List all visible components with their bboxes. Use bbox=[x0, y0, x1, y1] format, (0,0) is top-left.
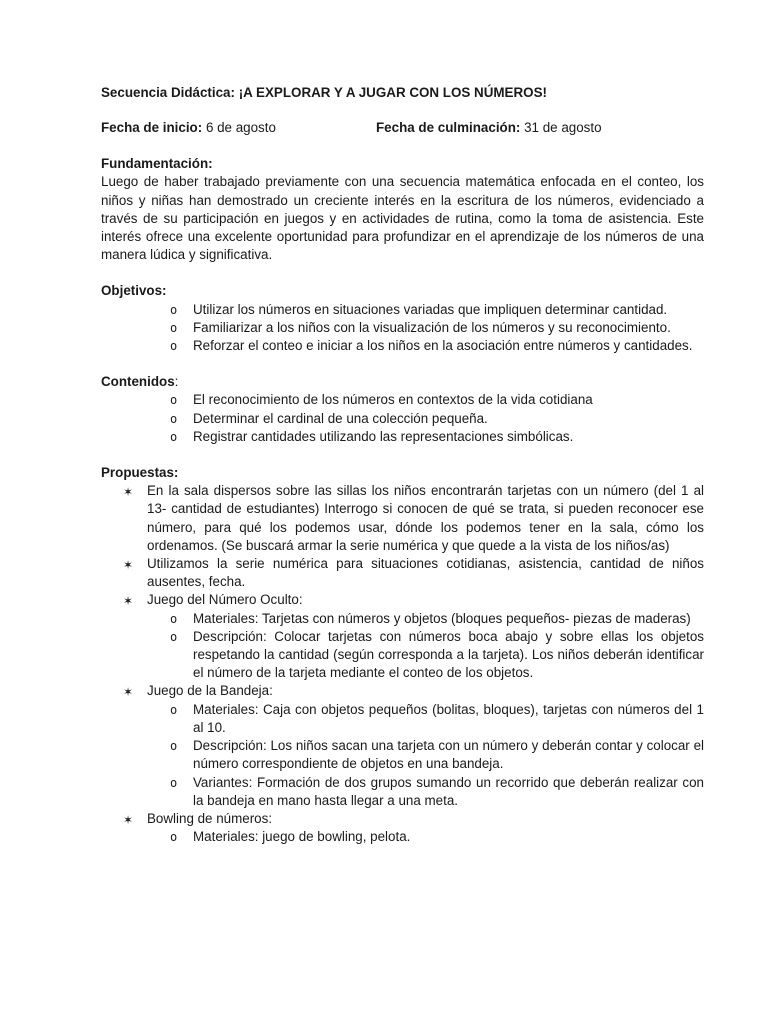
propuesta-text: Utilizamos la serie numérica para situaciones cotidianas, asistencia, cantidad de niños ausentes, fecha. bbox=[147, 556, 704, 590]
propuesta-item bbox=[101, 810, 704, 846]
propuestas-list bbox=[101, 482, 704, 846]
start-date bbox=[101, 119, 276, 137]
start-date-label: Fecha de inicio bbox=[101, 120, 198, 136]
objetivos-list bbox=[101, 301, 704, 356]
list-item: o Materiales: juego de bowling, pelota. bbox=[147, 828, 704, 846]
propuesta-item bbox=[101, 482, 704, 555]
star-bullet-icon: ✶ bbox=[123, 594, 134, 609]
title-text: ¡A EXPLORAR Y A JUGAR CON LOS NÚMEROS! bbox=[238, 85, 547, 100]
contenidos-heading: Contenidos bbox=[101, 374, 175, 390]
list-item: o Utilizar los números en situaciones variadas que impliquen determinar cantidad. bbox=[101, 301, 704, 319]
fundamentacion-heading: Fundamentación: bbox=[101, 156, 213, 172]
propuesta-sublist bbox=[147, 610, 704, 683]
contenidos-section bbox=[101, 373, 704, 446]
start-date-value: 6 de agosto bbox=[205, 120, 276, 136]
title-colon: : bbox=[230, 85, 239, 100]
end-date-value: 31 de agosto bbox=[524, 120, 602, 136]
propuestas-section bbox=[101, 464, 704, 846]
contenidos-colon: : bbox=[174, 374, 179, 390]
list-item: o Determinar el cardinal de una colección pequeña. bbox=[101, 410, 704, 428]
document-content bbox=[101, 84, 704, 864]
list-item: o Familiarizar a los niños con la visualización de los números y su reconocimiento. bbox=[101, 319, 704, 337]
propuestas-heading: Propuestas: bbox=[101, 465, 179, 481]
document-title bbox=[101, 84, 704, 102]
objetivos-heading: Objetivos: bbox=[101, 283, 167, 299]
list-item: o Descripción: Los niños sacan una tarjeta con un número y deberán contar y colocar el número correspondiente de objetos en una bandeja. bbox=[147, 737, 704, 773]
fundamentacion-text: Luego de haber trabajado previamente con una secuencia matemática enfocada en el conteo, los niños y niñas han demostrado un creciente interés en la escritura de los números, evidenciado a través de su participación en juegos y en actividades de rutina, como la toma de asistencia. Este interés ofrece una excelente oportunidad para profundizar en el aprendizaje de los números de una manera lúdica y significativa. bbox=[101, 174, 704, 263]
star-bullet-icon: ✶ bbox=[123, 685, 134, 700]
contenidos-list bbox=[101, 391, 704, 446]
contenidos-heading-line bbox=[101, 373, 704, 391]
end-date-colon: : bbox=[515, 120, 525, 136]
objetivos-section bbox=[101, 282, 704, 355]
list-item: o El reconocimiento de los números en contextos de la vida cotidiana bbox=[101, 391, 704, 409]
propuesta-text: Bowling de números: bbox=[147, 810, 273, 826]
title-label: Secuencia Didáctica bbox=[101, 85, 231, 100]
dates-line bbox=[101, 119, 704, 137]
end-date bbox=[376, 119, 602, 137]
star-bullet-icon: ✶ bbox=[123, 812, 134, 827]
end-date-label: Fecha de culminación bbox=[376, 120, 516, 136]
list-item: o Reforzar el conteo e iniciar a los niños en la asociación entre números y cantidades. bbox=[101, 337, 704, 355]
propuesta-item bbox=[101, 555, 704, 591]
list-item: o Registrar cantidades utilizando las representaciones simbólicas. bbox=[101, 428, 704, 446]
propuesta-item bbox=[101, 591, 704, 682]
propuesta-sublist bbox=[147, 701, 704, 810]
list-item: o Variantes: Formación de dos grupos sumando un recorrido que deberán realizar con la bandeja en mano hasta llegar a una meta. bbox=[147, 774, 704, 810]
fundamentacion-section bbox=[101, 155, 704, 264]
propuesta-item bbox=[101, 682, 704, 809]
propuesta-text: Juego del Número Oculto: bbox=[147, 592, 303, 608]
list-item: o Descripción: Colocar tarjetas con números boca abajo y sobre ellas los objetos respetando la cantidad (según corresponda a la tarjeta). Los niños deberán identificar el número de la tarjeta mediante el conteo de los objetos. bbox=[147, 628, 704, 683]
star-bullet-icon: ✶ bbox=[123, 485, 134, 500]
start-date-colon: : bbox=[197, 120, 206, 136]
propuesta-text: En la sala dispersos sobre las sillas los niños encontrarán tarjetas con un número (del 1 al 13- cantidad de estudiantes) Interrogo si conocen de qué se trata, si pueden reconocer ese número, para qué los podemos usar, dónde los podemos tener en la sala, cómo los ordenamos. (Se buscará armar la serie numérica y que quede a la vista de los niños/as) bbox=[147, 483, 704, 553]
propuesta-text: Juego de la Bandeja: bbox=[147, 683, 273, 699]
star-bullet-icon: ✶ bbox=[123, 558, 134, 573]
list-item: o Materiales: Tarjetas con números y objetos (bloques pequeños- piezas de maderas) bbox=[147, 610, 704, 628]
propuesta-sublist bbox=[147, 828, 704, 846]
list-item: o Materiales: Caja con objetos pequeños (bolitas, bloques), tarjetas con números del 1 al 10. bbox=[147, 701, 704, 737]
